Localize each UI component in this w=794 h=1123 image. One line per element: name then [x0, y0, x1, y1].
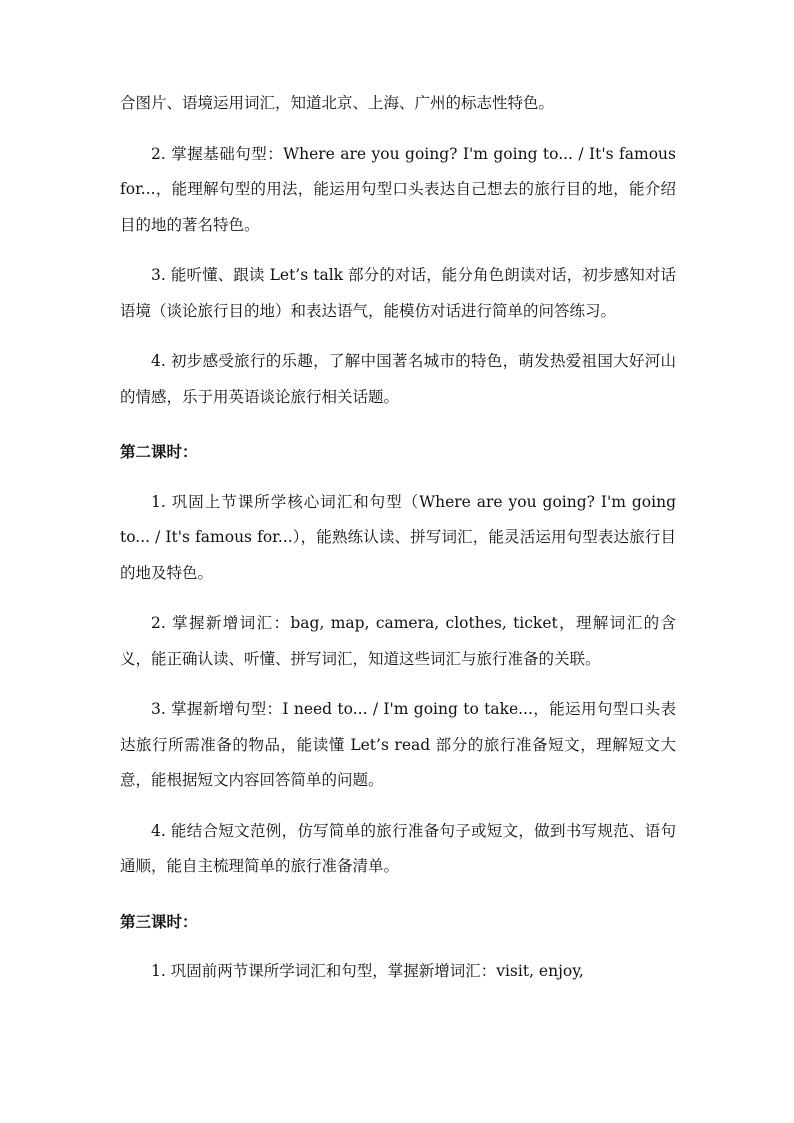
lesson-2-heading: 第二课时：	[120, 442, 198, 461]
paragraph-continuation: 合图片、语境运用词汇，知道北京、上海、广州的标志性特色。	[120, 94, 555, 112]
lesson-2-objective-3: 3. 掌握新增句型：I need to... / I'm going to take...，能运用句型口头表达旅行所需准备的物品，能读懂 Let’s read 部分的旅行准备短文，理解短文大意，能根据短文内容回答简单的问题。	[120, 700, 676, 789]
lesson-2-objective-1: 1. 巩固上节课所学核心词汇和句型（Where are you going? I'm going to... / It's famous for...），能熟练认读、拼写词汇，能灵活运用句型表达旅行目的地及特色。	[120, 492, 676, 582]
document-page	[120, 86, 676, 990]
objective-2-sentence-patterns: 2. 掌握基础句型：Where are you going? I'm going to... / It's famous for...，能理解句型的用法，能运用句型口头表达自己想去的旅行目的地，能介绍目的地的著名特色。	[120, 144, 676, 234]
lesson-2-objective-2: 2. 掌握新增词汇：bag, map, camera, clothes, ticket，理解词汇的含义，能正确认读、听懂、拼写词汇，知道这些词汇与旅行准备的关联。	[120, 614, 676, 668]
lesson-3-heading: 第三课时：	[120, 911, 198, 931]
lesson-2-objective-4: 4. 能结合短文范例，仿写简单的旅行准备句子或短文，做到书写规范、语句通顺，能自主梳理简单的旅行准备清单。	[120, 821, 676, 875]
lesson-3-objective-1: 1. 巩固前两节课所学词汇和句型，掌握新增词汇：visit, enjoy,	[151, 962, 584, 980]
objective-4-emotion: 4. 初步感受旅行的乐趣，了解中国著名城市的特色，萌发热爱祖国大好河山的情感，乐于用英语谈论旅行相关话题。	[120, 352, 676, 406]
objective-3-lets-talk: 3. 能听懂、跟读 Let’s talk 部分的对话，能分角色朗读对话，初步感知对话语境（谈论旅行目的地）和表达语气，能模仿对话进行简单的问答练习。	[120, 266, 676, 320]
